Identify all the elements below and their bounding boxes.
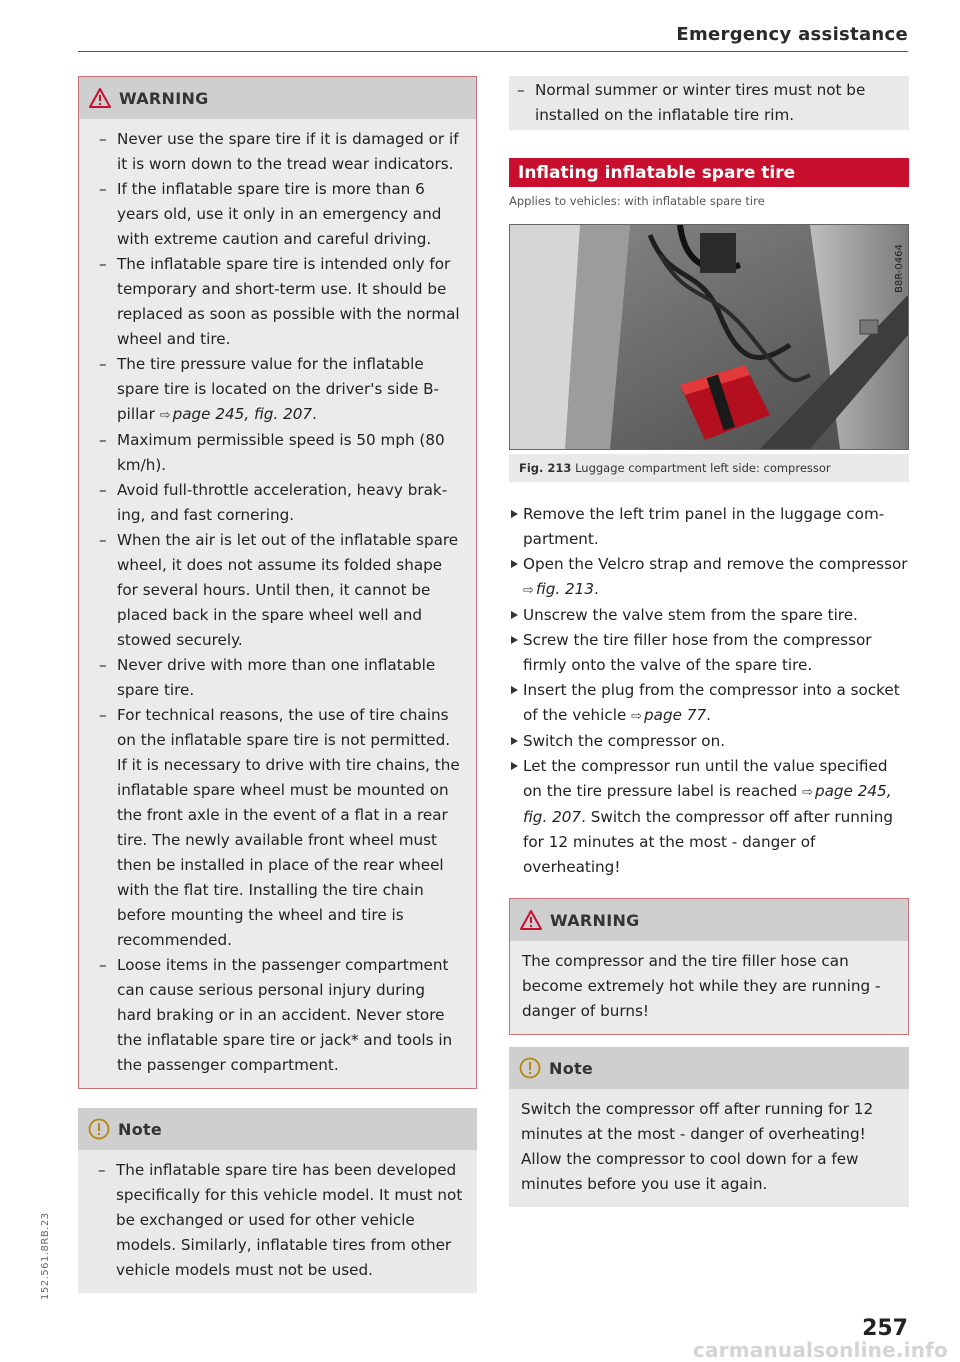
watermark: carmanualsonline.info (692, 1338, 948, 1362)
page-reference-link[interactable]: ⇨ page 77 (631, 706, 707, 724)
right-column (509, 76, 909, 1207)
info-circle-icon (88, 1118, 110, 1140)
note-title: Note (549, 1058, 594, 1078)
page-section-title: Emergency assistance (676, 24, 908, 45)
figure-reference-link[interactable]: ⇨ fig. 213 (523, 580, 595, 598)
list-item: Remove the left trim panel in the luggage compartment. (509, 502, 909, 552)
arrow-right-icon: ⇨ (802, 785, 813, 800)
list-item: Open the Velcro strap and remove the compressor ⇨ fig. 213. (509, 552, 909, 603)
note-box (509, 1047, 909, 1207)
warning-header (79, 77, 476, 119)
info-circle-icon (519, 1057, 541, 1079)
warning-text: The compressor and the tire filler hose can become extremely hot while they are running - danger of burns! (522, 952, 881, 1020)
list-item: – The tire pressure value for the inflatable spare tire is located on the driver's side B-pillar ⇨ page 245, fig. 207. (91, 352, 464, 428)
list-item: Let the compressor run until the value specified on the tire pressure label is reached ⇨ page 245, fig. 207. Switch the compressor off after running for 12 minutes at the most - danger of overheating! (509, 754, 909, 880)
page-reference-link[interactable]: ⇨ page 245, fig. 207 (523, 782, 892, 826)
list-item: – If the inflatable spare tire is more than 6 years old, use it only in an emergency and with extreme caution and careful driving. (91, 177, 464, 252)
list-item: – Never use the spare tire if it is damaged or if it is worn down to the tread wear indicators. (91, 127, 464, 177)
note-title: Note (118, 1119, 163, 1139)
document-code: 152.561.8RB.23 (40, 1212, 51, 1300)
step-list (509, 502, 909, 880)
list-item: – Avoid full-throttle acceleration, heavy braking, and fast cornering. (91, 478, 464, 528)
note-text: Switch the compressor off after running for 12 minutes at the most - danger of overheating! Allow the compressor to cool down for a few minutes before you use it again. (521, 1100, 874, 1193)
figure-caption (509, 454, 909, 482)
list-item: Switch the compressor on. (509, 729, 909, 754)
page-number: 257 (862, 1316, 908, 1341)
luggage-compartment-illustration (510, 225, 908, 449)
figure-code: B8R-0464 (894, 244, 905, 293)
top-note-box (509, 76, 909, 130)
list-item: Screw the tire filler hose from the compressor firmly onto the valve of the spare tire. (509, 628, 909, 678)
figure-compressor-image (509, 224, 909, 450)
warning-triangle-icon (520, 910, 542, 930)
warning-list (91, 127, 464, 1078)
note-box (78, 1108, 477, 1293)
note-list (90, 1158, 465, 1283)
arrow-right-icon: ⇨ (159, 408, 171, 423)
note-header (78, 1108, 477, 1150)
arrow-right-icon: ⇨ (631, 709, 643, 724)
list-item: – Never drive with more than one inflatable spare tire. (91, 653, 464, 703)
list-item: Unscrew the valve stem from the spare tire. (509, 603, 909, 628)
left-column (78, 76, 477, 1293)
list-item: – When the air is let out of the inflatable spare wheel, it does not assume its folded shape for several hours. Until then, it cannot be placed back in the spare wheel well and stowed securely. (91, 528, 464, 653)
arrow-right-icon: ⇨ (523, 583, 534, 598)
list-item: – The inflatable spare tire has been developed specifically for this vehicle model. It must not be exchanged or used for other vehicle models. Similarly, inflatable tires from other vehicle models must not be used. (90, 1158, 465, 1283)
figure-caption-text: Luggage compartment left side: compressor (575, 461, 831, 475)
list-item: – Loose items in the passenger compartment can cause serious personal injury during hard braking or in an accident. Never store the inflatable spare tire or jack* and tools in the passenger compartment. (91, 953, 464, 1078)
warning-header (510, 899, 908, 941)
list-item: – Normal summer or winter tires must not be installed on the inflatable tire rim. (509, 78, 897, 128)
warning-triangle-icon (89, 88, 111, 108)
page-reference-link[interactable]: ⇨ page 245, fig. 207 (159, 405, 313, 423)
list-item: – The inflatable spare tire is intended only for temporary and short-term use. It should be replaced as soon as possible with the normal wheel and tire. (91, 252, 464, 352)
applies-to-text: Applies to vehicles: with inflatable spare tire (509, 194, 765, 208)
note-header (509, 1047, 909, 1089)
warning-box (78, 76, 477, 1089)
list-item: – Maximum permissible speed is 50 mph (80 km/h). (91, 428, 464, 478)
header-divider (78, 51, 908, 52)
figure-label: Fig. 213 (519, 461, 572, 475)
section-heading: Inflating inflatable spare tire (509, 158, 909, 187)
warning-box (509, 898, 909, 1035)
warning-title: WARNING (550, 910, 640, 930)
list-item: – For technical reasons, the use of tire chains on the inflatable spare tire is not permitted. If it is necessary to drive with tire chains, the inflatable spare wheel must be mounted on the front axle in the event of a flat in a rear tire. The newly available front wheel must then be installed in place of the rear wheel with the flat tire. Installing the tire chain before mounting the wheel and tire is recommended. (91, 703, 464, 953)
warning-title: WARNING (119, 88, 209, 108)
list-item: Insert the plug from the compressor into a socket of the vehicle ⇨ page 77. (509, 678, 909, 729)
